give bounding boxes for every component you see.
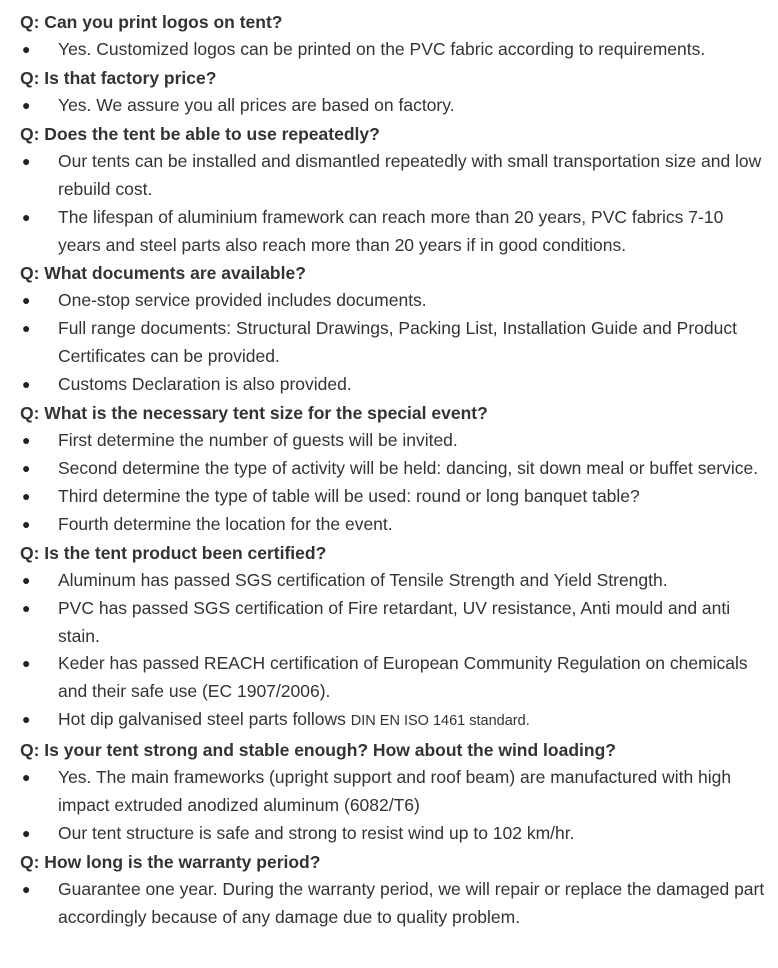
faq-answer-list bbox=[20, 36, 768, 64]
faq-question: Q: How long is the warranty period? bbox=[20, 851, 321, 872]
faq-answer-text: Full range documents: Structural Drawings, Packing List, Installation Guide and Product Certificates can be provided. bbox=[58, 318, 737, 367]
faq-answer-text: First determine the number of guests will be invited. bbox=[58, 430, 458, 451]
faq-answer-text: Third determine the type of table will be used: round or long banquet table? bbox=[58, 485, 640, 506]
faq-question: Q: Is that factory price? bbox=[20, 67, 217, 88]
faq-answer bbox=[20, 148, 768, 204]
faq-answer bbox=[20, 567, 768, 595]
bullet-icon: ● bbox=[22, 824, 31, 841]
bullet-icon: ● bbox=[22, 152, 31, 169]
faq-answer bbox=[20, 595, 768, 651]
faq-answer-list bbox=[20, 92, 768, 120]
faq-answer-text: Keder has passed REACH certification of European Community Regulation on chemicals and their safe use (EC 1907/2006). bbox=[58, 653, 748, 702]
faq-question: Q: Can you print logos on tent? bbox=[20, 12, 283, 32]
faq-answer bbox=[20, 650, 768, 706]
bullet-icon: ● bbox=[22, 769, 31, 786]
bullet-icon: ● bbox=[22, 320, 31, 337]
bullet-icon: ● bbox=[22, 96, 31, 113]
faq-answer-text: Fourth determine the location for the event. bbox=[58, 513, 393, 534]
bullet-icon: ● bbox=[22, 376, 31, 393]
faq-answer bbox=[20, 92, 768, 120]
standard-reference: DIN EN ISO 1461 standard. bbox=[350, 713, 530, 730]
faq-answer-list bbox=[20, 427, 768, 539]
bullet-icon: ● bbox=[22, 515, 31, 532]
faq-question: Q: Is your tent strong and stable enough? How about the wind loading? bbox=[20, 740, 616, 761]
bullet-icon: ● bbox=[22, 292, 31, 309]
faq-answer-text: Our tent structure is safe and strong to resist wind up to 102 km/hr. bbox=[58, 822, 575, 843]
faq-question: Q: Is the tent product been certified? bbox=[20, 542, 327, 563]
faq-answer-list bbox=[20, 876, 768, 932]
faq-answer-list bbox=[20, 148, 768, 260]
faq-answer bbox=[20, 315, 768, 371]
faq-answer bbox=[20, 511, 768, 539]
bullet-icon: ● bbox=[22, 571, 31, 588]
faq-answer bbox=[20, 876, 768, 932]
faq-answer-text: Customs Declaration is also provided. bbox=[58, 374, 352, 395]
faq-question: Q: What is the necessary tent size for the special event? bbox=[20, 403, 488, 424]
bullet-icon: ● bbox=[22, 41, 31, 57]
faq-answer-text: Second determine the type of activity will be held: dancing, sit down meal or buffet service. bbox=[58, 457, 759, 478]
bullet-icon: ● bbox=[22, 655, 31, 672]
faq-answer-text: PVC has passed SGS certification of Fire retardant, UV resistance, Anti mould and anti stain. bbox=[58, 597, 731, 646]
faq-answer-list bbox=[20, 764, 768, 848]
faq-answer-text: Hot dip galvanised steel parts follows bbox=[58, 709, 351, 730]
bullet-icon: ● bbox=[22, 487, 31, 504]
faq-answer bbox=[20, 706, 768, 736]
faq-answer-list bbox=[20, 567, 768, 736]
faq-answer-list bbox=[20, 287, 768, 399]
faq-answer bbox=[20, 483, 768, 511]
faq-answer bbox=[20, 371, 768, 399]
faq-answer-text: Aluminum has passed SGS certification of Tensile Strength and Yield Strength. bbox=[58, 569, 668, 590]
faq-answer-text: Guarantee one year. During the warranty period, we will repair or replace the damaged part accordingly because of any damage due to quality problem. bbox=[58, 878, 765, 927]
faq-answer bbox=[20, 764, 768, 820]
faq-question: Q: Does the tent be able to use repeatedly? bbox=[20, 123, 380, 144]
bullet-icon: ● bbox=[22, 432, 31, 449]
faq-answer bbox=[20, 36, 768, 64]
faq-answer bbox=[20, 204, 768, 260]
faq-answer bbox=[20, 455, 768, 483]
faq-answer bbox=[20, 820, 768, 848]
faq-answer-text: Our tents can be installed and dismantled repeatedly with small transportation size and low rebuild cost. bbox=[58, 150, 762, 199]
bullet-icon: ● bbox=[22, 711, 31, 728]
faq-question: Q: What documents are available? bbox=[20, 263, 306, 284]
bullet-icon: ● bbox=[22, 459, 31, 476]
faq-answer-text: Yes. We assure you all prices are based on factory. bbox=[58, 94, 455, 115]
bullet-icon: ● bbox=[22, 599, 31, 616]
faq-answer-text: The lifespan of aluminium framework can reach more than 20 years, PVC fabrics 7-10 years and steel parts also reach more than 20 years if in good conditions. bbox=[58, 206, 724, 255]
faq-answer bbox=[20, 427, 768, 455]
faq-answer-text: One-stop service provided includes documents. bbox=[58, 290, 427, 311]
faq-answer-text: Yes. Customized logos can be printed on the PVC fabric according to requirements. bbox=[58, 39, 706, 59]
bullet-icon: ● bbox=[22, 208, 31, 225]
bullet-icon: ● bbox=[22, 880, 31, 897]
faq-answer bbox=[20, 287, 768, 315]
faq-answer-text: Yes. The main frameworks (upright support and roof beam) are manufactured with high impact extruded anodized aluminum (6082/T6) bbox=[58, 767, 732, 816]
